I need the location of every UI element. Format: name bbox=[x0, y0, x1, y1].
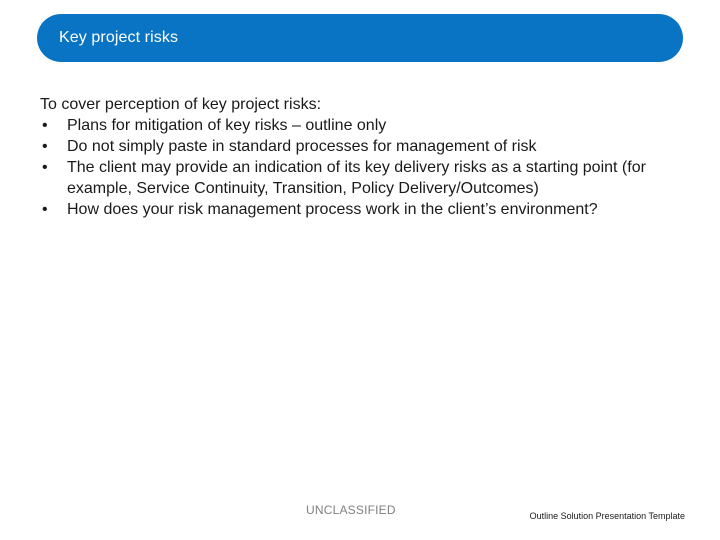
list-item bbox=[40, 115, 700, 136]
intro-text: To cover perception of key project risks: bbox=[40, 96, 322, 113]
slide-body bbox=[40, 94, 700, 220]
slide-title: Key project risks bbox=[59, 29, 179, 46]
classification-label: UNCLASSIFIED bbox=[306, 503, 396, 517]
bullet-text: The client may provide an indication of its key delivery risks as a starting point (for example, Service Continuity, Transition, Policy Delivery/Outcomes) bbox=[67, 159, 646, 197]
bullet-icon: • bbox=[42, 159, 48, 176]
bullet-icon: • bbox=[42, 138, 48, 155]
bullet-text: How does your risk management process work in the client’s environment? bbox=[67, 201, 598, 218]
bullet-icon: • bbox=[42, 117, 48, 134]
bullet-list bbox=[40, 115, 700, 220]
list-item bbox=[40, 136, 700, 157]
title-bar bbox=[37, 14, 683, 62]
list-item bbox=[40, 199, 700, 220]
bullet-icon: • bbox=[42, 201, 48, 218]
template-name: Outline Solution Presentation Template bbox=[529, 511, 685, 521]
list-item bbox=[40, 157, 700, 199]
bullet-text: Do not simply paste in standard processes for management of risk bbox=[67, 138, 537, 155]
bullet-text: Plans for mitigation of key risks – outline only bbox=[67, 117, 387, 134]
